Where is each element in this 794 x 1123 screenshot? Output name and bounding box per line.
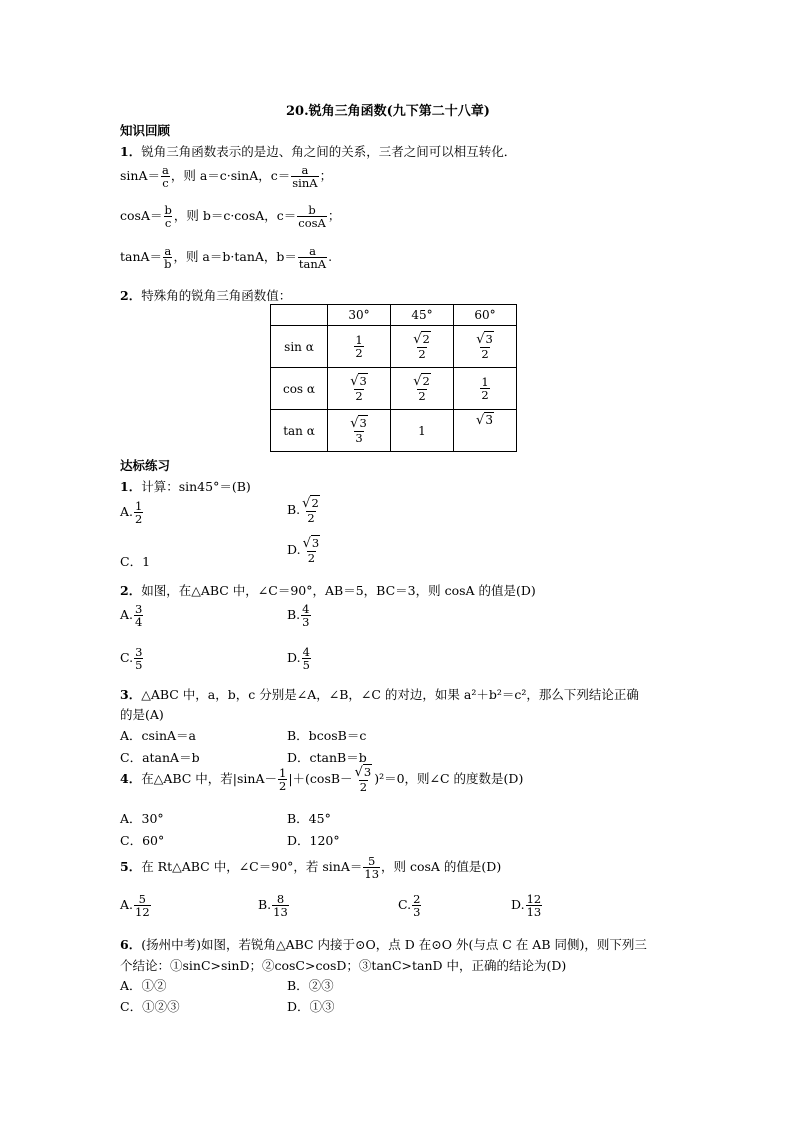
special-angle-table xyxy=(270,304,517,452)
table-cell: $\frac{1}{2}$ xyxy=(328,326,391,368)
q5-option-c: C. $\frac{2}{3}$ xyxy=(398,892,421,920)
formula-lhs: sinA＝ xyxy=(120,168,160,184)
table-header-45: 45° xyxy=(391,305,454,326)
q3-option-c: C．atanA＝b xyxy=(120,750,200,765)
q1-option-d: D. $\frac{√3}{2}$ xyxy=(287,536,320,565)
table-cell: $\frac{√2}{2}$ xyxy=(391,326,454,368)
formula-tan: tanA＝ $\frac{a}{b}$ ，则 a＝b·tanA，b＝ $\frac{a}{\tan A}$ . xyxy=(120,244,333,272)
q1-option-c: C．1 xyxy=(120,554,151,569)
q2-option-b: B. $\frac{4}{3}$ xyxy=(287,602,310,630)
question-4: 4．在△ABC 中，若|sinA－ $\frac{1}{2}$ |＋(cosB－ $\frac{√3}{2}$ )²＝0，则∠C 的度数是(D) xyxy=(120,765,524,794)
q3-option-a: A．csinA＝a xyxy=(120,728,196,743)
question-5: 5．在 Rt△ABC 中，∠C＝90°，若 sinA＝ $\frac{5}{13}$ ，则 cosA 的值是(D) xyxy=(120,854,502,882)
fraction: $\frac{a}{\sin A}$ xyxy=(292,163,318,191)
question-3: 3．△ABC 中，a，b，c 分别是∠A，∠B，∠C 的对边，如果 a²＋b²＝c²，那么下列结论正确 xyxy=(120,687,639,702)
q6-option-a: A．①② xyxy=(120,978,167,993)
q6-option-c: C．①②③ xyxy=(120,999,180,1014)
table-cell: √3 xyxy=(454,410,517,452)
fraction: $\frac{b}{c}$ xyxy=(164,203,172,231)
page-title: 20.锐角三角函数(九下第二十八章) xyxy=(286,104,490,119)
q5-option-b: B. $\frac{8}{13}$ xyxy=(258,892,288,920)
q4-option-b: B．45° xyxy=(287,811,331,826)
table-cell: $\frac{√3}{2}$ xyxy=(328,368,391,410)
q5-option-a: A. $\frac{5}{12}$ xyxy=(120,892,150,920)
q4-option-c: C．60° xyxy=(120,833,165,848)
fraction: $\frac{b}{\cos A}$ xyxy=(298,203,326,231)
q2-option-d: D. $\frac{4}{5}$ xyxy=(287,645,310,673)
section-heading-review: 知识回顾 xyxy=(120,123,171,138)
fraction: $\frac{a}{\tan A}$ xyxy=(298,244,327,272)
q4-option-d: D．120° xyxy=(287,833,340,848)
review-item-1 xyxy=(120,142,516,160)
q2-option-a: A. $\frac{3}{4}$ xyxy=(120,602,143,630)
formula-sin: sinA＝ $\frac{a}{c}$ ，则 a＝c·sinA，c＝ $\frac{a}{\sin A}$ ； xyxy=(120,163,333,191)
table-header-30: 30° xyxy=(328,305,391,326)
question-3-line2: 的是(A) xyxy=(120,707,164,722)
table-cell: 1 xyxy=(391,410,454,452)
q6-option-d: D．①③ xyxy=(287,999,335,1014)
fraction: $\frac{a}{c}$ xyxy=(162,163,169,191)
formula-mid: ，则 b＝c·cosA，c＝ xyxy=(173,208,297,224)
formula-mid: ，则 a＝b·tanA，b＝ xyxy=(173,249,297,265)
table-row-label-tan: tan α xyxy=(271,410,328,452)
formula-lhs: cosA＝ xyxy=(120,208,163,224)
fraction: $\frac{a}{b}$ xyxy=(164,244,172,272)
table-cell: $\frac{1}{2}$ xyxy=(454,368,517,410)
q3-option-b: B．bcosB＝c xyxy=(287,728,367,743)
section-heading-practice: 达标练习 xyxy=(120,458,171,473)
table-row-label-sin: sin α xyxy=(271,326,328,368)
table-cell: $\frac{√3}{3}$ xyxy=(328,410,391,452)
formula-lhs: tanA＝ xyxy=(120,249,163,265)
question-6: 6．(扬州中考)如图，若锐角△ABC 内接于⊙O，点 D 在⊙O 外(与点 C 在 AB 同侧)，则下列三 xyxy=(120,937,647,952)
item-text: 特殊角的锐角三角函数值： xyxy=(141,288,292,303)
q2-option-c: C. $\frac{3}{5}$ xyxy=(120,645,143,673)
table-header-60: 60° xyxy=(454,305,517,326)
item-number: 1． xyxy=(120,144,142,159)
formula-mid: ，则 a＝c·sinA，c＝ xyxy=(170,168,291,184)
table-row-label-cos: cos α xyxy=(271,368,328,410)
table-cell: $\frac{√3}{2}$ xyxy=(454,326,517,368)
q3-option-d: D．ctanB＝b xyxy=(287,750,367,765)
question-1: 1．计算：sin45°＝(B) xyxy=(120,479,251,494)
formula-cos: cosA＝ $\frac{b}{c}$ ，则 b＝c·cosA，c＝ $\frac{b}{\cos A}$ ； xyxy=(120,203,341,231)
item-number: 2． xyxy=(120,288,142,303)
q1-option-b: B. $\frac{√2}{2}$ xyxy=(287,496,319,525)
item-text: 锐角三角函数表示的是边、角之间的关系，三者之间可以相互转化． xyxy=(141,144,517,159)
q1-option-a: A. $\frac{1}{2}$ xyxy=(120,499,143,527)
q6-option-b: B．②③ xyxy=(287,978,334,993)
question-6-line2: 个结论：①sinC>sinD；②cosC>cosD；③tanC>tanD 中，正确的结论为(D) xyxy=(120,958,567,973)
q4-option-a: A．30° xyxy=(120,811,164,826)
table-cell: $\frac{√2}{2}$ xyxy=(391,368,454,410)
table-corner-cell xyxy=(271,305,328,326)
question-2: 2．如图，在△ABC 中，∠C＝90°，AB＝5，BC＝3，则 cosA 的值是(D) xyxy=(120,583,536,598)
q5-option-d: D. $\frac{12}{13}$ xyxy=(511,892,542,920)
review-item-2 xyxy=(120,286,291,304)
